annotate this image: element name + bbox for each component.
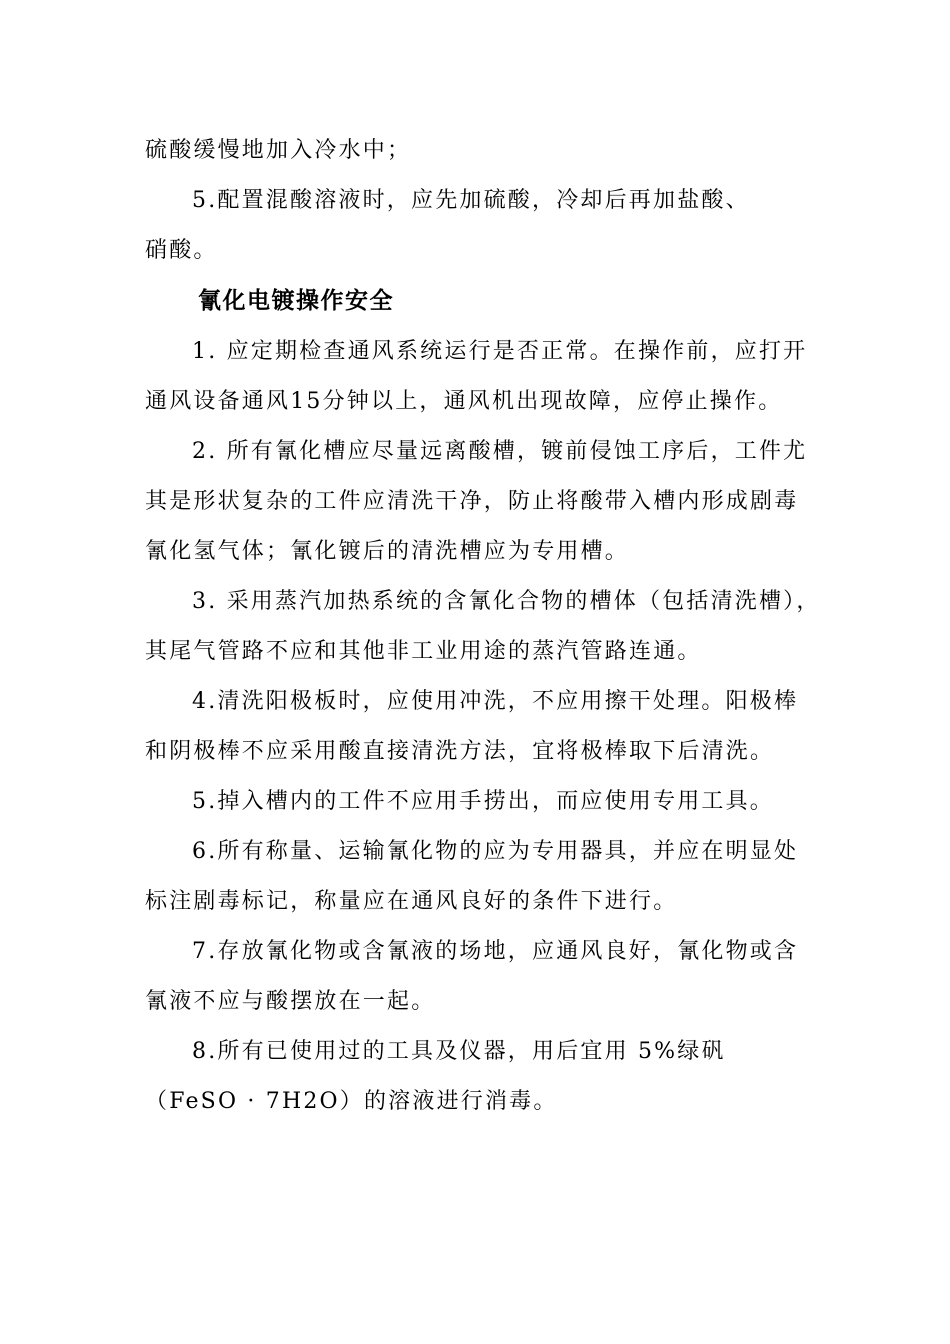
text-line: 2. 所有氰化槽应尽量远离酸槽，镀前侵蚀工序后，工件尤 — [192, 439, 808, 464]
text-line: 和阴极棒不应采用酸直接清洗方法，宜将极棒取下后清洗。 — [145, 739, 775, 764]
text-line: 5.配置混酸溶液时，应先加硫酸，冷却后再加盐酸、 — [192, 188, 750, 213]
text-line: 4.清洗阳极板时，应使用冲洗，不应用擦干处理。阳极棒 — [192, 689, 799, 714]
section-heading: 氰化电镀操作安全 — [198, 288, 394, 314]
text-line: 硝酸。 — [145, 238, 218, 263]
text-line: 氰液不应与酸摆放在一起。 — [145, 989, 436, 1014]
text-line: 5.掉入槽内的工件不应用手捞出，而应使用专用工具。 — [192, 789, 774, 814]
text-line: 通风设备通风15分钟以上，通风机出现故障，应停止操作。 — [145, 389, 783, 414]
text-line: 标注剧毒标记，称量应在通风良好的条件下进行。 — [145, 889, 678, 914]
text-line: 其尾气管路不应和其他非工业用途的蒸汽管路连通。 — [145, 639, 702, 664]
text-line: 7.存放氰化物或含氰液的场地，应通风良好，氰化物或含 — [192, 939, 799, 964]
text-line: 8.所有已使用过的工具及仪器，用后宜用 5%绿矾 — [192, 1039, 726, 1064]
text-line: 其是形状复杂的工件应清洗干净，防止将酸带入槽内形成剧毒 — [145, 489, 799, 514]
text-line: 1. 应定期检查通风系统运行是否正常。在操作前，应打开 — [192, 339, 808, 364]
text-line: （FeSO · 7H2O）的溶液进行消毒。 — [145, 1089, 558, 1114]
text-line: 6.所有称量、运输氰化物的应为专用器具，并应在明显处 — [192, 839, 799, 864]
text-line: 硫酸缓慢地加入冷水中； — [145, 138, 412, 163]
text-line: 氰化氢气体；氰化镀后的清洗槽应为专用槽。 — [145, 539, 630, 564]
text-line: 3. 采用蒸汽加热系统的含氰化合物的槽体（包括清洗槽）， — [192, 589, 821, 614]
